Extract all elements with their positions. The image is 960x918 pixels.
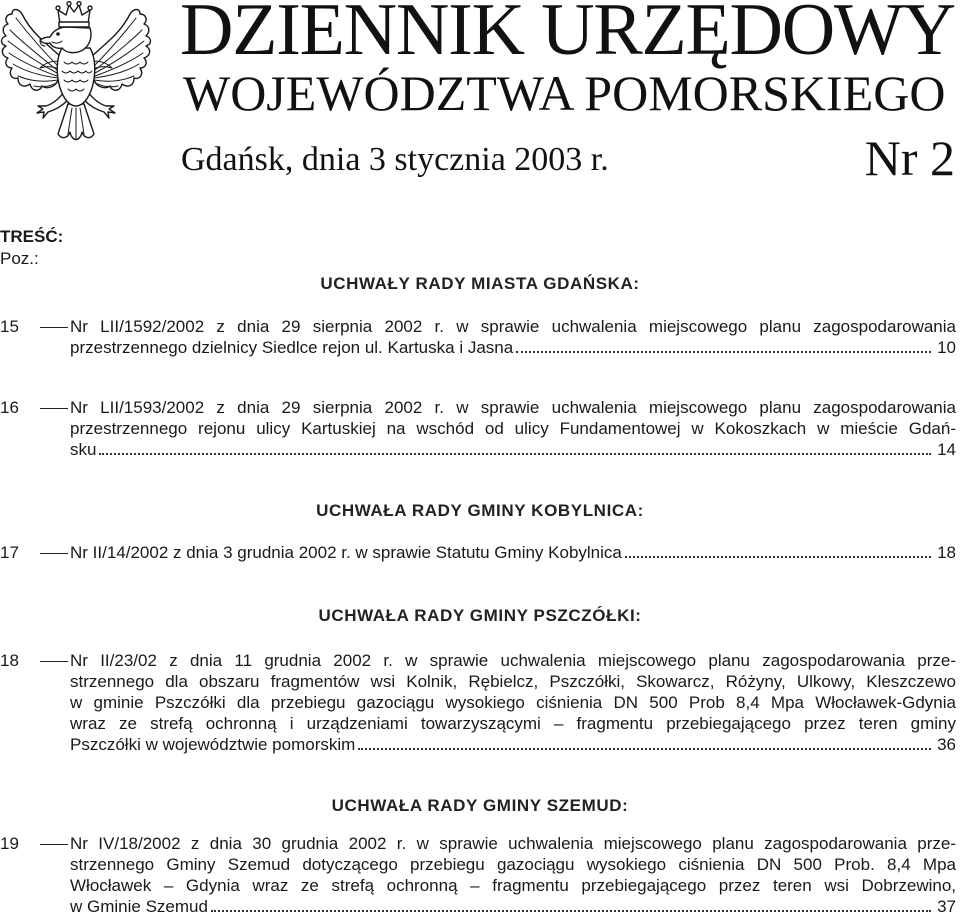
entry-text-line: w gminie Pszczółki dla przebiegu gazociągu wysokiego ciśnienia DN 500 Prob 8,4 Mpa Włocławek-Gdynia <box>70 693 956 712</box>
entry-text-line: Nr LII/1593/2002 z dnia 29 sierpnia 2002 r. w sprawie uchwalenia miejscowego planu zagospodarowania <box>70 398 956 417</box>
entry-text-line: Nr IV/18/2002 z dnia 30 grudnia 2002 r. w sprawie uchwalenia miejscowego planu zagospodarowania prze- <box>70 834 956 853</box>
issue-number: Nr 2 <box>864 130 955 186</box>
toc-entry <box>0 542 956 563</box>
entry-dash <box>40 844 68 845</box>
entry-description <box>70 542 956 563</box>
dot-leader <box>211 896 931 912</box>
section-heading: UCHWAŁY RADY MIASTA GDAŃSKA: <box>320 274 640 293</box>
entry-text-line: przestrzennego dzielnicy Siedlce rejon ul. Kartuska i Jasna <box>70 338 514 357</box>
gazette-title: DZIENNIK URZĘDOWY <box>180 0 955 71</box>
entry-last-line <box>70 734 956 755</box>
dot-leader <box>516 337 931 353</box>
entry-last-line <box>70 439 956 460</box>
entry-last-line <box>70 337 956 358</box>
contents-label: TREŚĆ: <box>0 227 64 246</box>
issue-date: Gdańsk, dnia 3 stycznia 2003 r. <box>181 141 609 178</box>
entry-text-line: wraz ze strefą ochronną i urządzeniami towarzyszącymi – fragmentu przebiegającego przez teren gminy <box>70 714 956 733</box>
entry-dash <box>40 408 68 409</box>
entry-position-number: 18 <box>0 651 19 670</box>
entry-position-number: 17 <box>0 543 19 562</box>
entry-text-line: strzennego dla obszaru fragmentów wsi Kolnik, Rębielcz, Pszczółki, Skowarcz, Różyny, Ulkowy, Kleszczewo <box>70 672 956 691</box>
section-heading: UCHWAŁA RADY GMINY PSZCZÓŁKI: <box>318 606 642 625</box>
entry-text-line: Nr II/23/02 z dnia 11 grudnia 2002 r. w sprawie uchwalenia miejscowego planu zagospodarowania prze- <box>70 651 956 670</box>
entry-text-line: sku <box>70 440 97 459</box>
entry-description <box>70 316 956 358</box>
entry-dash <box>40 553 68 554</box>
toc-entry <box>0 650 956 755</box>
section-heading: UCHWAŁA RADY GMINY SZEMUD: <box>331 796 629 815</box>
entry-text-line: przestrzennego rejonu ulicy Kartuskiej na wschód od ulicy Fundamentowej w Kokoszkach w mieście Gdań- <box>70 419 956 438</box>
entry-page-number: 37 <box>937 897 956 916</box>
entry-text-line: Nr II/14/2002 z dnia 3 grudnia 2002 r. w sprawie Statutu Gminy Kobylnica <box>70 543 622 562</box>
entry-description <box>70 833 956 917</box>
dot-leader <box>625 542 931 558</box>
entry-description <box>70 397 956 460</box>
entry-position-number: 15 <box>0 317 19 336</box>
entry-text-line: strzennego Gminy Szemud dotyczącego przebiegu gazociągu wysokiego ciśnienia DN 500 Prob. 8,4 Mpa <box>70 855 956 874</box>
entry-last-line <box>70 542 956 563</box>
dot-leader <box>358 734 931 750</box>
white-eagle-emblem-icon <box>0 0 160 150</box>
entry-page-number: 18 <box>937 543 956 562</box>
section-heading: UCHWAŁA RADY GMINY KOBYLNICA: <box>316 501 644 520</box>
entry-text-line: Włocławek – Gdynia wraz ze strefą ochronną – fragmentu przebiegającego przez teren wsi Dobrzewino, <box>70 876 956 895</box>
entry-position-number: 19 <box>0 834 19 853</box>
entry-page-number: 36 <box>937 735 956 754</box>
gazette-subtitle: WOJEWÓDZTWA POMORSKIEGO <box>183 65 946 121</box>
toc-entry <box>0 833 956 917</box>
entry-last-line <box>70 896 956 917</box>
entry-page-number: 10 <box>937 338 956 357</box>
entry-text-line: Pszczółki w województwie pomorskim <box>70 735 356 754</box>
position-label: Poz.: <box>0 249 39 268</box>
toc-entry <box>0 397 956 460</box>
entry-text-line: w Gminie Szemud <box>70 897 208 916</box>
entry-page-number: 14 <box>937 440 956 459</box>
dot-leader <box>99 439 931 455</box>
entry-position-number: 16 <box>0 398 19 417</box>
entry-description <box>70 650 956 755</box>
toc-entry <box>0 316 956 358</box>
entry-text-line: Nr LII/1592/2002 z dnia 29 sierpnia 2002 r. w sprawie uchwalenia miejscowego planu zagospodarowania <box>70 317 956 336</box>
entry-dash <box>40 327 68 328</box>
entry-dash <box>40 661 68 662</box>
